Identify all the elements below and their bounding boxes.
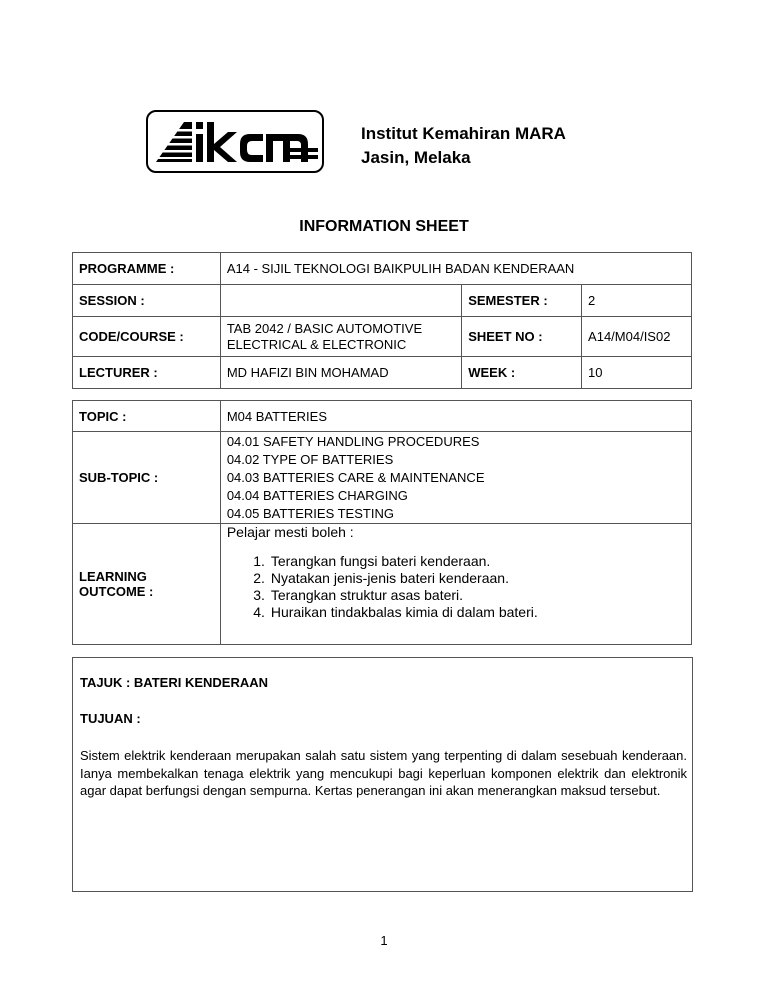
topic-table (72, 400, 692, 645)
learning-outcome-item: 4. Huraikan tindakbalas kimia di dalam bateri. (269, 604, 685, 621)
semester-label: SEMESTER : (462, 285, 582, 317)
programme-value: A14 - SIJIL TEKNOLOGI BAIKPULIH BADAN KENDERAAN (220, 253, 691, 285)
week-value: 10 (582, 357, 692, 389)
sheet-no-value: A14/M04/IS02 (582, 317, 692, 357)
learning-outcome-list (227, 553, 685, 621)
learning-outcome-label (73, 524, 221, 645)
programme-label: PROGRAMME : (73, 253, 221, 285)
code-value-line2: ELECTRICAL & ELECTRONIC (226, 336, 407, 352)
learning-outcome-item: 2. Nyatakan jenis-jenis bateri kenderaan. (269, 570, 685, 587)
institute-location: Jasin, Melaka (361, 148, 471, 167)
session-label: SESSION : (73, 285, 221, 317)
learning-label-line2: OUTCOME : (79, 584, 154, 599)
sheet-no-label: SHEET NO : (462, 317, 582, 357)
ikm-logo (146, 110, 324, 173)
learning-outcome-content (220, 524, 691, 645)
learning-intro: Pelajar mesti boleh : (226, 524, 354, 540)
content-paragraph: Sistem elektrik kenderaan merupakan salah satu sistem yang terpenting di dalam sesebuah kenderaan. Ianya membekalkan tenaga elektrik yang mencukupi bagi keperluan komponen elektrik dan elektronik agar dapat berfungsi dengan sempurna. Kertas penerangan ini akan menerangkan maksud tersebut. (80, 748, 687, 798)
lecturer-row (73, 357, 692, 389)
lecturer-label: LECTURER : (73, 357, 221, 389)
subtopic-list (220, 432, 691, 524)
info-table (72, 252, 692, 389)
subtopic-label: SUB-TOPIC : (73, 432, 221, 524)
code-row (73, 317, 692, 357)
sheet-title: INFORMATION SHEET (299, 218, 469, 235)
institute-name: Institut Kemahiran MARA (361, 124, 566, 143)
lecturer-value: MD HAFIZI BIN MOHAMAD (220, 357, 461, 389)
subtopic-item: 04.03 BATTERIES CARE & MAINTENANCE (226, 470, 485, 485)
topic-value: M04 BATTERIES (220, 401, 691, 432)
topic-label: TOPIC : (73, 401, 221, 432)
subtopic-item: 04.01 SAFETY HANDLING PROCEDURES (226, 434, 480, 449)
code-label: CODE/COURSE : (73, 317, 221, 357)
learning-label-line1: LEARNING (79, 569, 147, 584)
topic-row (73, 401, 692, 432)
page-number: 1 (380, 933, 388, 948)
subtopic-item: 04.04 BATTERIES CHARGING (226, 488, 408, 503)
programme-row (73, 253, 692, 285)
code-value (220, 317, 461, 357)
tajuk-heading: TAJUK : BATERI KENDERAAN (80, 675, 269, 690)
session-row (73, 285, 692, 317)
learning-outcome-row (73, 524, 692, 645)
subtopic-row (73, 432, 692, 524)
ikm-logo-graphic (146, 110, 324, 173)
content-box (72, 657, 693, 892)
session-value (220, 285, 461, 317)
subtopic-item: 04.05 BATTERIES TESTING (226, 506, 394, 521)
learning-outcome-item: 3. Terangkan struktur asas bateri. (269, 587, 685, 604)
subtopic-item: 04.02 TYPE OF BATTERIES (226, 452, 394, 467)
week-label: WEEK : (462, 357, 582, 389)
semester-value: 2 (582, 285, 692, 317)
tujuan-heading: TUJUAN : (80, 711, 141, 726)
learning-outcome-item: 1. Terangkan fungsi bateri kenderaan. (269, 553, 685, 570)
code-value-line1: TAB 2042 / BASIC AUTOMOTIVE (226, 320, 423, 336)
